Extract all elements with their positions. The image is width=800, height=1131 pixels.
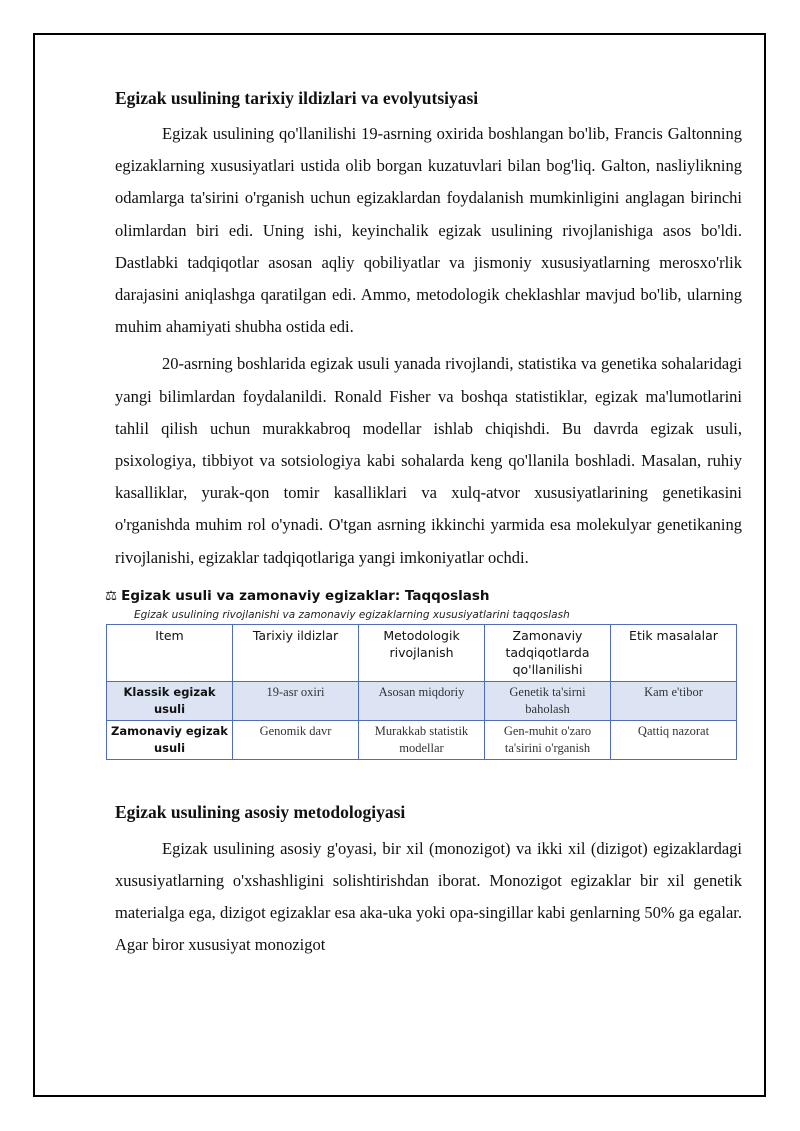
table-header-cell: Tarixiy ildizlar (233, 624, 359, 681)
table-cell: Gen-muhit o'zaro ta'sirini o'rganish (485, 720, 611, 759)
table-cell: Kam e'tibor (611, 681, 737, 720)
section-heading-history: Egizak usulining tarixiy ildizlari va evolyutsiyasi (115, 88, 479, 108)
paragraph-history-2: 20-asrning boshlarida egizak usuli yanada rivojlandi, statistika va genetika sohalaridagi yangi bilimlardan foydalanildi. Ronald Fisher va boshqa statistiklar, egizak ma'lumotlarini tahlil qilish uchun murakkabroq modellar ishlab chiqishdi. Bu davrda egizak usuli, psixologiya, tibbiyot va sotsiologiya kabi sohalarda keng qo'llanila boshladi. Masalan, ruhiy kasalliklar, yurak-qon tomir kasalliklari va xulq-atvor xususiyatlarining genetikasini o'rganishda muhim rol o'ynadi. O'tgan asrning ikkinchi yarmida esa molekulyar genetikaning rivojlanishi, egizaklar tadqiqotlariga yangi imkoniyatlar ochdi. (115, 354, 742, 567)
section-heading-methodology: Egizak usulining asosiy metodologiyasi (115, 801, 406, 822)
table-header-cell: Etik masalalar (611, 624, 737, 681)
table-row (107, 681, 737, 720)
table-row (107, 720, 737, 759)
table-cell: Genomik davr (233, 720, 359, 759)
table-header-cell: Item (107, 624, 233, 681)
table-row-header: Klassik egizak usuli (107, 681, 233, 720)
table-cell: 19-asr oxiri (233, 681, 359, 720)
paragraph-methodology-1: Egizak usulining asosiy g'oyasi, bir xil (monozigot) va ikki xil (dizigot) egizaklardagi xususiyatlarning o'xshashligini solishtirishdan iborat. Monozigot egizaklar bir xil genetik materialga ega, dizigot egizaklar esa aka-uka yoki opa-singillar kabi genlarning 50% ga egalar. Agar biror xususiyat monozigot (115, 838, 742, 955)
comparison-table (106, 624, 737, 760)
table-row-header: Zamonaviy egizak usuli (107, 720, 233, 759)
table-subtitle: Egizak usulining rivojlanishi va zamonaviy egizaklarning xususiyatlarini taqqoslash (134, 608, 570, 621)
table-header-row (107, 624, 737, 681)
balance-scale-icon: ⚖ (105, 587, 118, 604)
document-body (105, 86, 742, 962)
table-cell: Qattiq nazorat (611, 720, 737, 759)
table-cell: Asosan miqdoriy (359, 681, 485, 720)
table-cell: Murakkab statistik modellar (359, 720, 485, 759)
table-cell: Genetik ta'sirni baholash (485, 681, 611, 720)
table-title (105, 586, 742, 606)
table-title-text: Egizak usuli va zamonaviy egizaklar: Taqqoslash (121, 587, 490, 604)
table-header-cell: Zamonaviy tadqiqotlarda qo'llanilishi (485, 624, 611, 681)
table-header-cell: Metodologik rivojlanish (359, 624, 485, 681)
paragraph-history-1: Egizak usulining qo'llanilishi 19-asrning oxirida boshlangan bo'lib, Francis Galtonning egizaklarning xususiyatlari ustida olib borgan kuzatuvlari bilan bog'liq. Galton, nasliylikning odamlarga ta'sirini o'rganish uchun egizaklardan foydalanish mumkinligini anglagan birinchi olimlardan biri edi. Uning ishi, keyinchalik egizak usulining rivojlanishiga asos bo'ldi. Dastlabki tadqiqotlar asosan aqliy qobiliyatlar va jismoniy xususiyatlarning merosxo'rlik darajasini aniqlashga qaratilgan edi. Ammo, metodologik cheklashlar mavjud bo'lib, ularning muhim ahamiyati shubha ostida edi. (115, 124, 742, 337)
